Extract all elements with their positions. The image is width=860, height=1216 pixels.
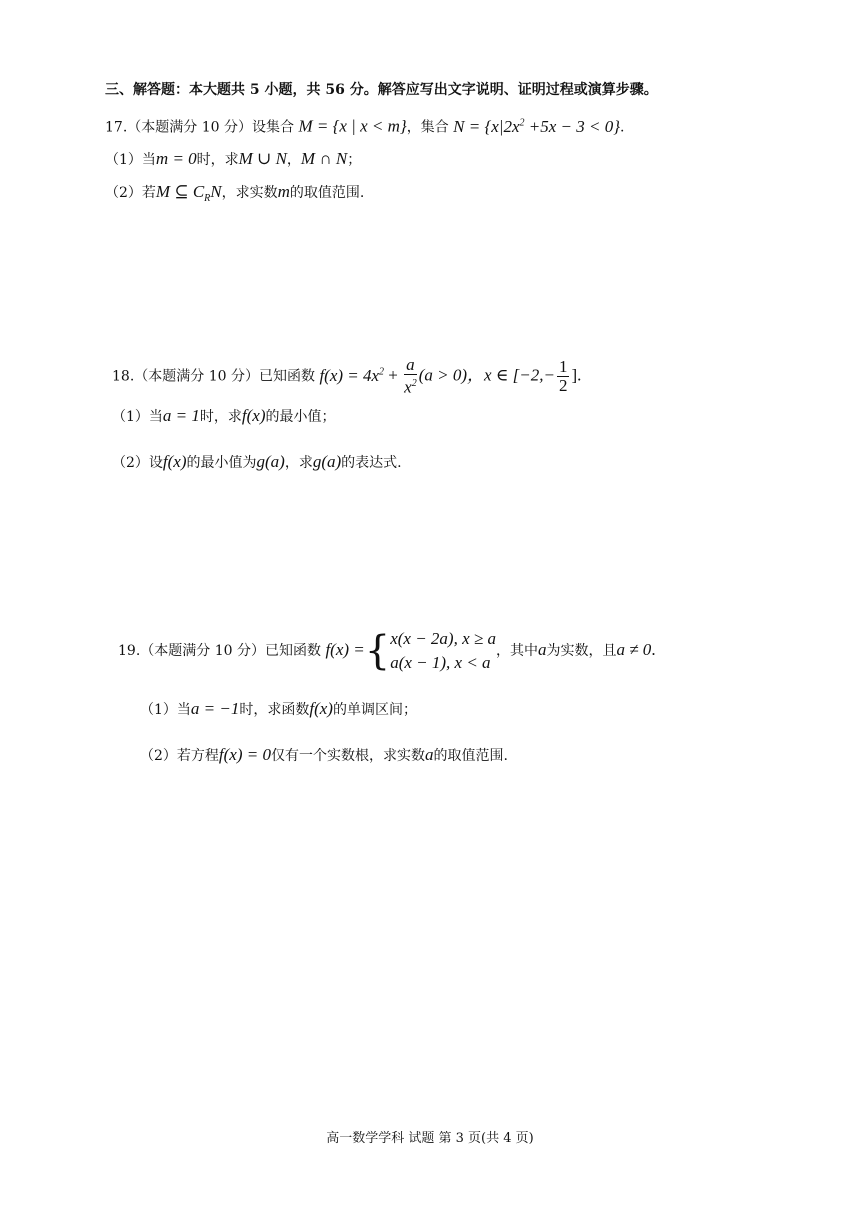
q17-part1: （1）当m = 0时，求M ∪ N，M ∩ N； [105, 149, 362, 168]
q18-part2: （2）设f(x)的最小值为g(a)，求g(a)的表达式. [112, 452, 402, 471]
q18-stem: 18.（本题满分 10 分）已知函数 $f(x) = 4x^2$ + $\frac{a}{x^2}$ (a > 0)，x ∈ [−2,− $\frac{1}{2}$ ]. [112, 355, 582, 397]
left-brace: { [364, 628, 391, 674]
q19-stem: 19.（本题满分 10 分）已知函数 f(x) ={ x(x − 2a), x ≥ a a(x − 1), x < a ，其中a为实数，且a ≠ 0. [118, 628, 656, 674]
q18-part1: （1）当a = 1时，求f(x)的最小值； [112, 406, 336, 425]
q17-part2: （2）若M ⊆ $C_RN$，求实数m的取值范围. [105, 182, 365, 204]
q17-set-n: $N = \{x|2x^2 +5x - 3 < 0\}$ [453, 116, 621, 136]
q18-func: $f(x) = 4x^2$ [319, 365, 385, 385]
section-header: 三、解答题：本大题共 5 小题，共 56 分。解答应写出文字说明、证明过程或演算步骤。 [105, 82, 658, 98]
q17-number: 17. [105, 119, 128, 136]
q19-cases: x(x − 2a), x ≥ a a(x − 1), x < a [390, 629, 496, 672]
q18-domain-fraction: $\frac{1}{2}$ [558, 357, 568, 396]
q17-stem-b: ，集合 [406, 119, 449, 136]
q18-fraction: $\frac{a}{x^2}$ [404, 355, 417, 397]
q19-part1: （1）当a = −1时，求函数f(x)的单调区间； [140, 699, 417, 718]
q17-set-m: M = {x | x < m} [298, 116, 407, 136]
q17-score: （本题满分 10 分） [127, 119, 252, 136]
q19-part2: （2）若方程f(x) = 0仅有一个实数根，求实数a的取值范围. [140, 745, 508, 764]
q17-stem: 17.（本题满分 10 分）设集合 M = {x | x < m}，集合 $N = \{x|2x^2 +5x - 3 < 0\}$. [105, 116, 625, 136]
page-footer: 高一数学学科 试题 第 3 页(共 4 页) [326, 1131, 534, 1146]
q17-stem-a: 设集合 [251, 119, 294, 136]
